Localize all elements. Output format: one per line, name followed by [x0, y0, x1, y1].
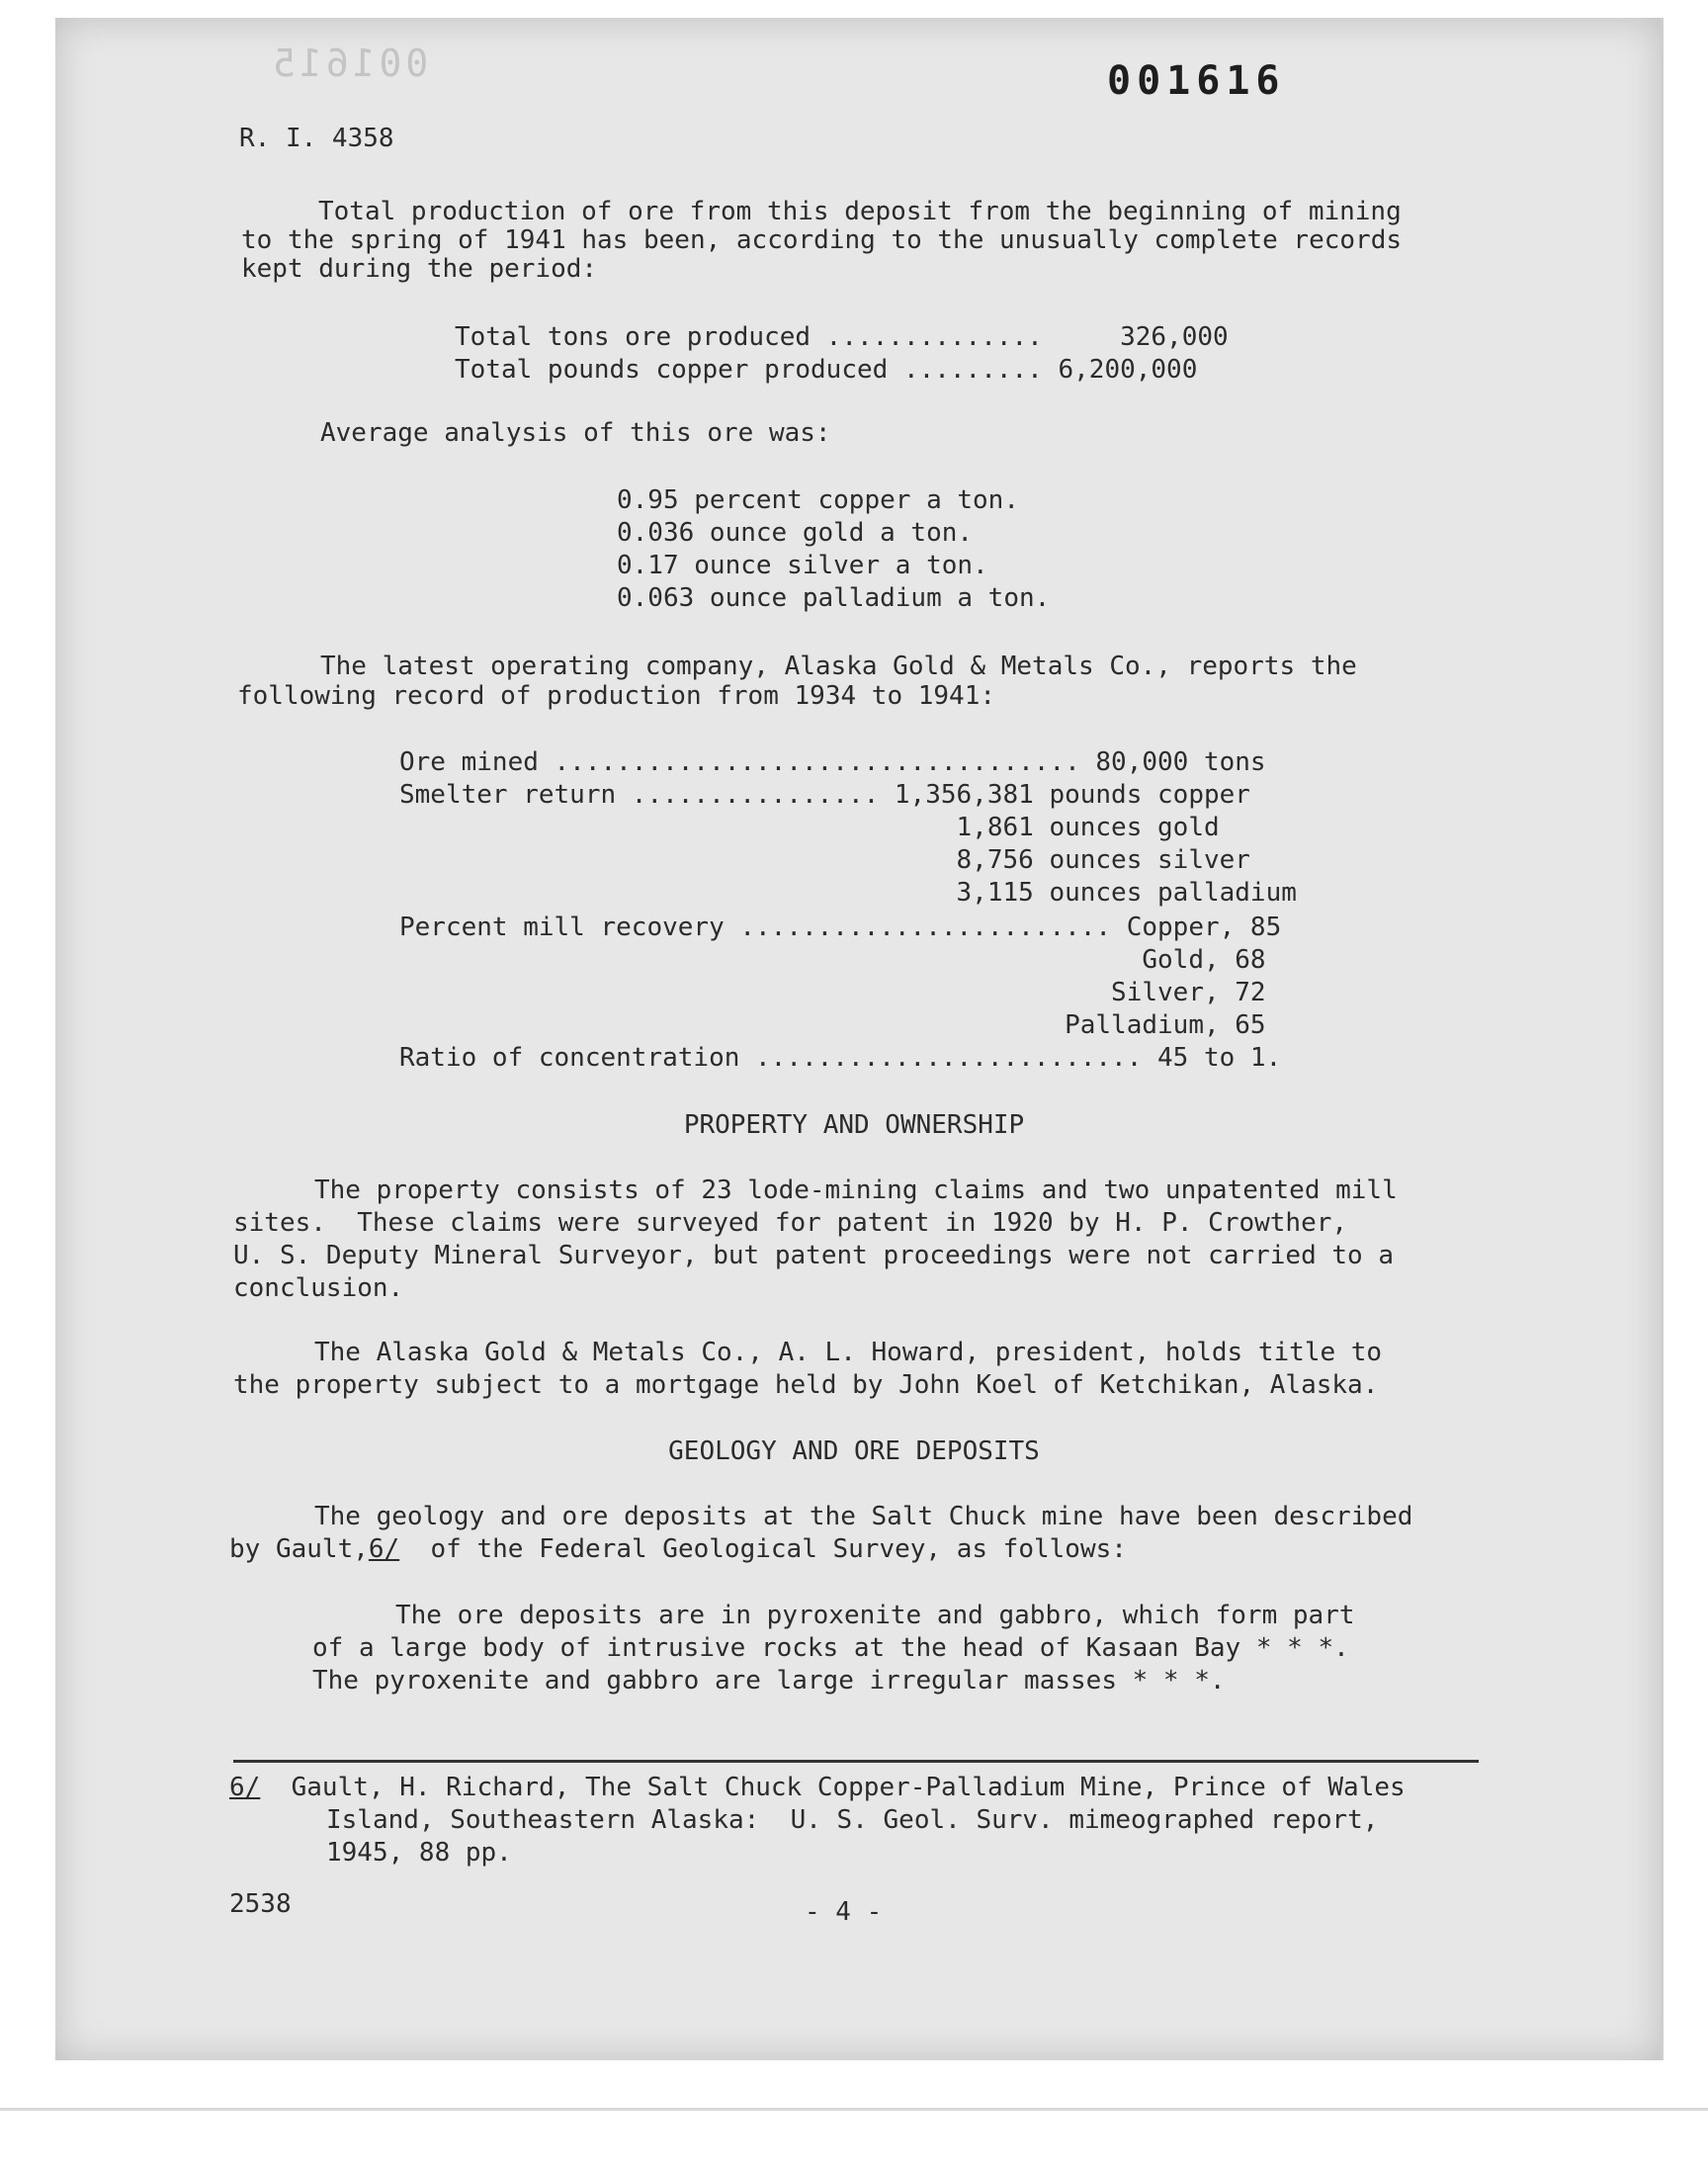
footnote-separator: [233, 1760, 1479, 1763]
analysis-palladium: 0.063 ounce palladium a ton.: [617, 583, 1051, 613]
page-number: - 4 -: [805, 1897, 883, 1927]
property-para2-line-2: the property subject to a mortgage held by John Koel of Ketchikan, Alaska.: [233, 1370, 1379, 1400]
recovery-gold: Gold, 68: [399, 945, 1266, 975]
company-intro-line-2: following record of production from 1934 to 1941:: [237, 681, 996, 711]
geology-para-line-1: The geology and ore deposits at the Salt Chuck mine have been described: [314, 1502, 1413, 1531]
intro-line-2: to the spring of 1941 has been, according to the unusually complete records: [241, 225, 1402, 255]
analysis-intro: Average analysis of this ore was:: [320, 418, 831, 448]
recovery-silver: Silver, 72: [399, 978, 1266, 1007]
footnote-line-1: [229, 1772, 1406, 1804]
production-gold: 1,861 ounces gold: [399, 813, 1220, 842]
property-para2-line-1: The Alaska Gold & Metals Co., A. L. Howard, president, holds title to: [314, 1338, 1383, 1367]
page-bottom-divider: [0, 2108, 1708, 2111]
footnote-line-3: 1945, 88 pp.: [326, 1838, 512, 1868]
heading-property-ownership: PROPERTY AND OWNERSHIP: [683, 1110, 1025, 1140]
company-intro-line-1: The latest operating company, Alaska Gold & Metals Co., reports the: [320, 652, 1357, 681]
production-silver: 8,756 ounces silver: [399, 845, 1250, 875]
geology-para-line-2: [229, 1533, 1127, 1566]
ghost-stamp-number: 001615: [269, 42, 429, 85]
recovery-palladium: Palladium, 65: [399, 1010, 1266, 1040]
footnote-marker: 6/: [229, 1773, 261, 1802]
report-id: R. I. 4358: [239, 124, 394, 153]
total-tons-line: Total tons ore produced .............. 326,000: [455, 322, 1229, 352]
production-ore-mined: Ore mined .................................. 80,000 tons: [399, 747, 1266, 777]
heading-geology-ore-deposits: GEOLOGY AND ORE DEPOSITS: [668, 1436, 1040, 1466]
property-para1-line-2: sites. These claims were surveyed for patent in 1920 by H. P. Crowther,: [233, 1208, 1348, 1238]
production-smelter-return: Smelter return ................ 1,356,381 pounds copper: [399, 780, 1250, 810]
analysis-copper: 0.95 percent copper a ton.: [617, 485, 1019, 515]
property-para1-line-1: The property consists of 23 lode-mining claims and two unpatented mill: [314, 1175, 1398, 1205]
footnote-text-1: Gault, H. Richard, The Salt Chuck Copper-Palladium Mine, Prince of Wales: [260, 1773, 1406, 1802]
ratio-of-concentration: Ratio of concentration ......................... 45 to 1.: [399, 1043, 1282, 1073]
intro-line-3: kept during the period:: [241, 254, 598, 284]
footnote-line-2: Island, Southeastern Alaska: U. S. Geol. Surv. mimeographed report,: [326, 1805, 1379, 1835]
footer-code: 2538: [229, 1889, 292, 1919]
analysis-silver: 0.17 ounce silver a ton.: [617, 551, 988, 580]
total-copper-line: Total pounds copper produced ......... 6,200,000: [455, 355, 1198, 385]
footnote-reference[interactable]: 6/: [368, 1534, 400, 1564]
quote-line-1: The ore deposits are in pyroxenite and gabbro, which form part: [395, 1601, 1355, 1630]
geology-para-line-2-post: of the Federal Geological Survey, as follows:: [399, 1534, 1127, 1564]
production-palladium: 3,115 ounces palladium: [399, 878, 1297, 908]
property-para1-line-3: U. S. Deputy Mineral Surveyor, but patent proceedings were not carried to a: [233, 1241, 1394, 1270]
quote-line-3: The pyroxenite and gabbro are large irregular masses * * *.: [312, 1666, 1226, 1696]
intro-line-1: Total production of ore from this deposit from the beginning of mining: [318, 197, 1402, 226]
property-para1-line-4: conclusion.: [233, 1273, 404, 1303]
stamp-number: 001616: [1107, 58, 1286, 104]
analysis-gold: 0.036 ounce gold a ton.: [617, 518, 974, 548]
recovery-copper: Percent mill recovery ........................ Copper, 85: [399, 913, 1282, 942]
quote-line-2: of a large body of intrusive rocks at the head of Kasaan Bay * * *.: [312, 1633, 1349, 1663]
geology-para-line-2-pre: by Gault,: [229, 1534, 369, 1564]
